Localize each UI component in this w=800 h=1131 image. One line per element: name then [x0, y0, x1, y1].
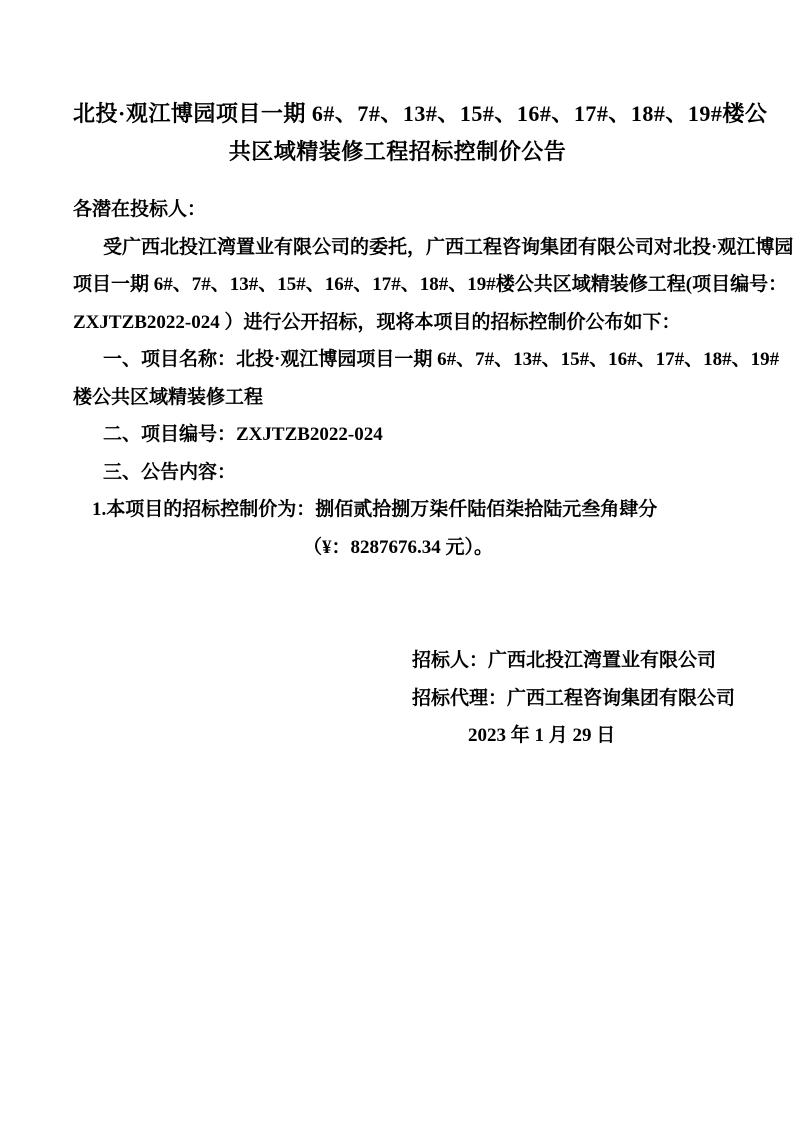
- control-price-figure: （¥：8287676.34 元）。: [303, 536, 494, 558]
- title-line-1: 北投·观江博园项目一期 6#、7#、13#、15#、16#、17#、18#、19#楼公: [73, 101, 768, 126]
- salutation: 各潜在投标人：: [73, 199, 207, 220]
- signature-agent: 招标代理：广西工程咨询集团有限公司: [412, 687, 736, 709]
- intro-paragraph-line-2: 项目一期 6#、7#、13#、15#、16#、17#、18#、19#楼公共区域精装修工程(项目编号：: [73, 274, 788, 295]
- signature-gap: [73, 566, 722, 642]
- signature-bidder: 招标人：广西北投江湾置业有限公司: [412, 650, 717, 671]
- intro-paragraph-line-1: 受广西北投江湾置业有限公司的委托，广西工程咨询集团有限公司对北投·观江博园: [103, 236, 794, 258]
- item-announcement-content: 三、公告内容：: [103, 461, 237, 483]
- announcement-body: [73, 191, 794, 566]
- control-price-words: 1.本项目的招标控制价为：捌佰贰拾捌万柒仟陆佰柒拾陆元叁角肆分: [92, 499, 658, 520]
- intro-paragraph-line-3: ZXJTZB2022-024 ）进行公开招标，现将本项目的招标控制价公布如下：: [73, 311, 681, 333]
- signature-date: 2023 年 1 月 29 日: [468, 725, 616, 746]
- title-line-2: 共区域精装修工程招标控制价公告: [228, 138, 567, 164]
- document-title: [73, 95, 768, 170]
- signature-block: [73, 642, 736, 755]
- item-project-number: 二、项目编号：ZXJTZB2022-024: [103, 424, 383, 445]
- item-project-name-line-1: 一、项目名称：北投·观江博园项目一期 6#、7#、13#、15#、16#、17#、18#、19#: [103, 349, 780, 370]
- item-project-name-line-2: 楼公共区域精装修工程: [73, 386, 264, 408]
